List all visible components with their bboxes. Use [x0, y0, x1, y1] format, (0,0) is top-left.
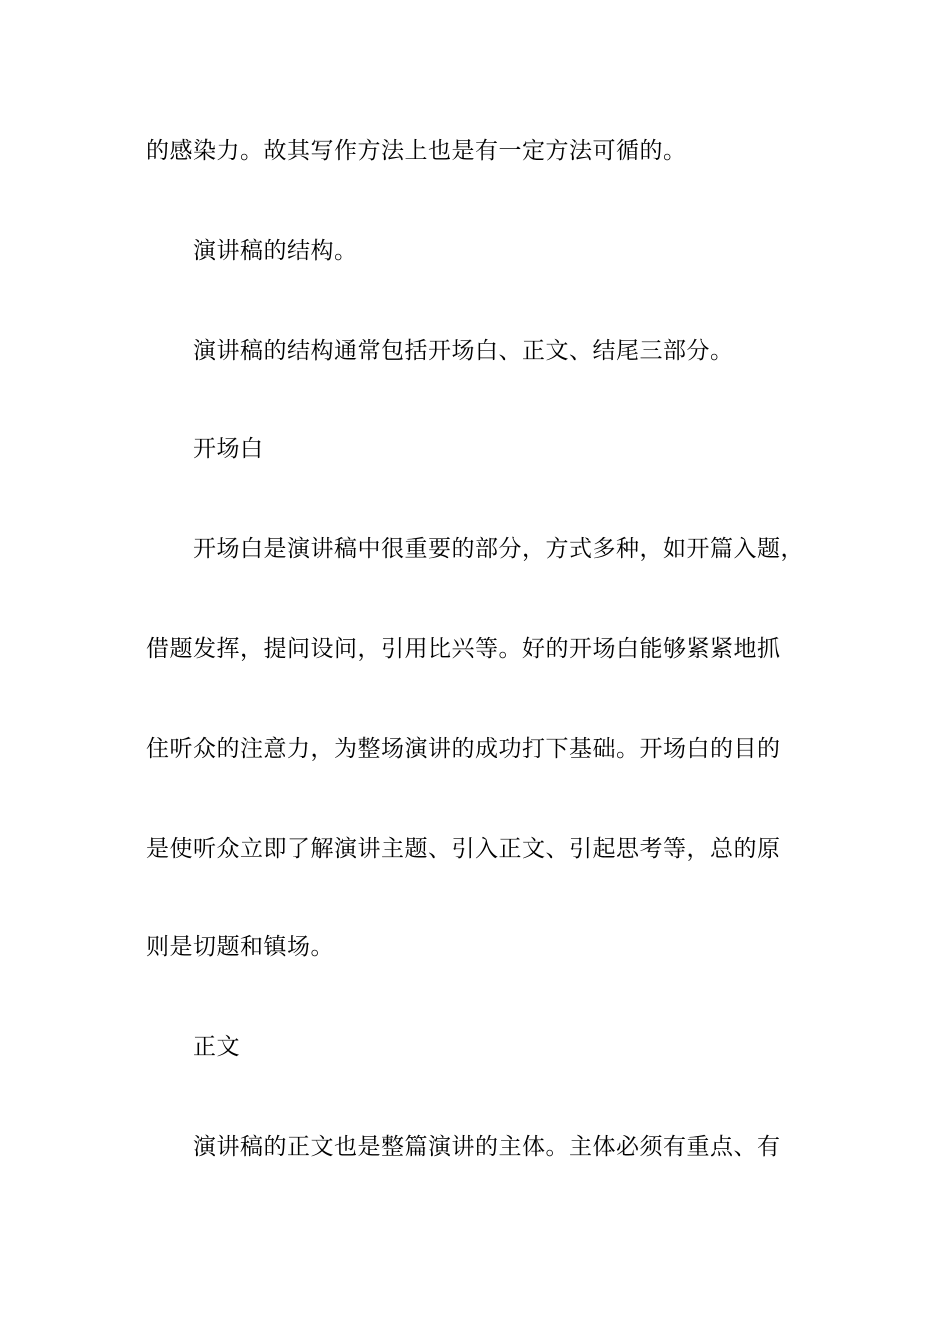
paragraph-line: 住听众的注意力，为整场演讲的成功打下基础。开场白的目的 [146, 736, 781, 762]
paragraph-line: 开场白是演讲稿中很重要的部分，方式多种，如开篇入题， [193, 536, 804, 562]
section-heading: 演讲稿的结构。 [193, 238, 358, 264]
paragraph-line: 则是切题和镇场。 [146, 934, 334, 960]
section-heading: 正文 [193, 1034, 240, 1060]
paragraph-line: 是使听众立即了解演讲主题、引入正文、引起思考等，总的原 [146, 836, 781, 862]
paragraph-line: 借题发挥，提问设问，引用比兴等。好的开场白能够紧紧地抓 [146, 636, 781, 662]
paragraph-line: 演讲稿的结构通常包括开场白、正文、结尾三部分。 [193, 338, 734, 364]
paragraph-line: 演讲稿的正文也是整篇演讲的主体。主体必须有重点、有 [193, 1134, 781, 1160]
paragraph-line: 的感染力。故其写作方法上也是有一定方法可循的。 [146, 138, 687, 164]
section-heading: 开场白 [193, 436, 264, 462]
